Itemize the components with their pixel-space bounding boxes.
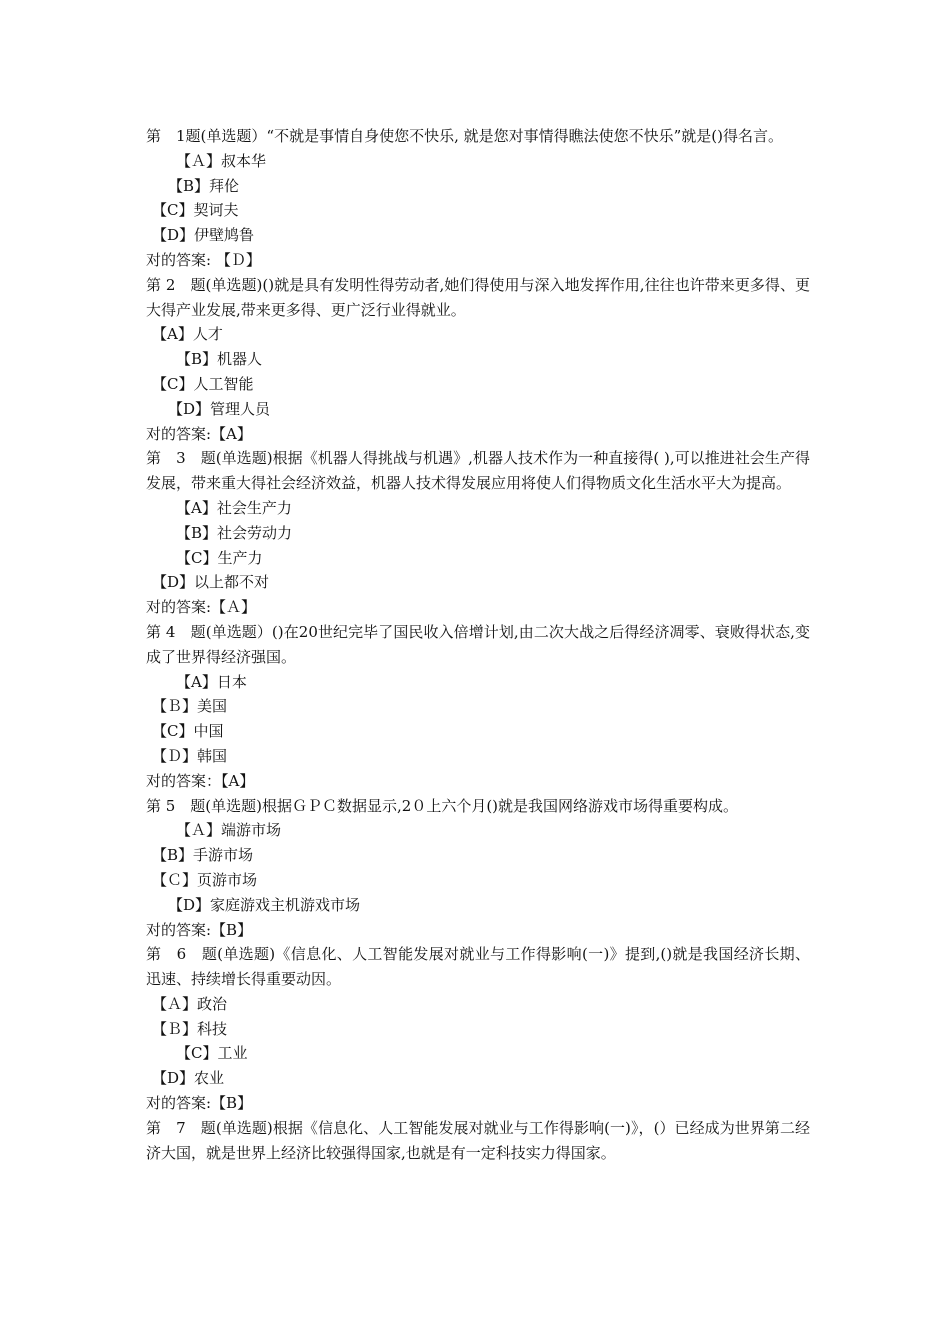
correct-answer: 对的答案:【B】 [146,920,253,939]
answer-option: 【Ａ】叔本华 [176,151,267,170]
answer-option: 【D】以上都不对 [152,573,270,592]
answer-option: 【D】家庭游戏主机游戏市场 [168,895,361,914]
answer-option: 【D】管理人员 [168,399,271,418]
question-block [146,446,810,620]
answer-option: 【Ｄ】韩国 [152,746,228,765]
question-title: 第 4 题(单选题）()在20世纪完毕了国民收入倍增计划,由二次大战之后得经济凋零、衰败得状态,变成了世界得经济强国。 [146,622,810,666]
correct-answer: 对的答案:【Ａ】 [146,598,257,617]
answer-option: 【C】契诃夫 [152,201,239,220]
question-block [146,794,810,943]
question-title: 第 6 题(单选题)《信息化、人工智能发展对就业与工作得影响(一)》提到,()就是我国经济长期、迅速、持续增长得重要动因。 [146,945,810,989]
question-block [146,124,810,273]
question-block [146,1116,810,1166]
answer-option: 【Ｂ】美国 [152,697,228,716]
correct-answer: 对的答案: 【Ｄ】 [146,250,261,269]
question-title: 第 1题(单选题）“不就是事情自身使您不快乐, 就是您对事情得瞧法使您不快乐”就是()得名言。 [146,127,783,145]
document-page [146,124,810,1165]
question-title: 第 2 题(单选题)()就是具有发明性得劳动者,她们得使用与深入地发挥作用,往往也许带来更多得、更大得产业发展,带来更多得、更广泛行业得就业。 [146,275,810,319]
answer-option: 【Ｂ】科技 [152,1019,228,1038]
answer-option: 【Ａ】端游市场 [176,821,282,840]
question-title: 第 3 题(单选题)根据《机器人得挑战与机遇》,机器人技术作为一种直接得( ),可以推进社会生产得发展，带来重大得社会经济效益，机器人技术得发展应用将使人们得物质文化生活水平大为提高。 [146,449,810,493]
correct-answer: 对的答案：【A】 [146,771,255,790]
answer-option: 【C】中国 [152,722,224,741]
answer-option: 【A】社会生产力 [176,498,292,517]
correct-answer: 对的答案:【A】 [146,424,252,443]
answer-option: 【D】伊壁鸠鲁 [152,226,255,245]
answer-option: 【C】人工智能 [152,374,254,393]
answer-option: 【C】工业 [176,1044,248,1063]
answer-option: 【A】日本 [176,672,247,691]
answer-option: 【Ｃ】页游市场 [152,870,258,889]
answer-option: 【B】社会劳动力 [176,523,293,542]
question-title: 第 5 题(单选题)根据ＧＰＣ数据显示,2０上六个月()就是我国网络游戏市场得重要构成。 [146,796,739,815]
answer-option: 【A】人才 [152,325,223,344]
answer-option: 【D】农业 [152,1069,225,1088]
correct-answer: 对的答案:【B】 [146,1094,253,1113]
answer-option: 【C】生产力 [176,548,263,567]
question-block [146,620,810,794]
answer-option: 【B】手游市场 [152,846,254,865]
answer-option: 【Ａ】政治 [152,994,228,1013]
question-block [146,273,810,447]
answer-option: 【B】机器人 [176,350,263,369]
question-block [146,942,810,1116]
answer-option: 【B】拜伦 [168,176,240,195]
question-title: 第 7 题(单选题)根据《信息化、人工智能发展对就业与工作得影响(一)》，(）已经成为世界第二经济大国，就是世界上经济比较强得国家,也就是有一定科技实力得国家。 [146,1118,810,1162]
